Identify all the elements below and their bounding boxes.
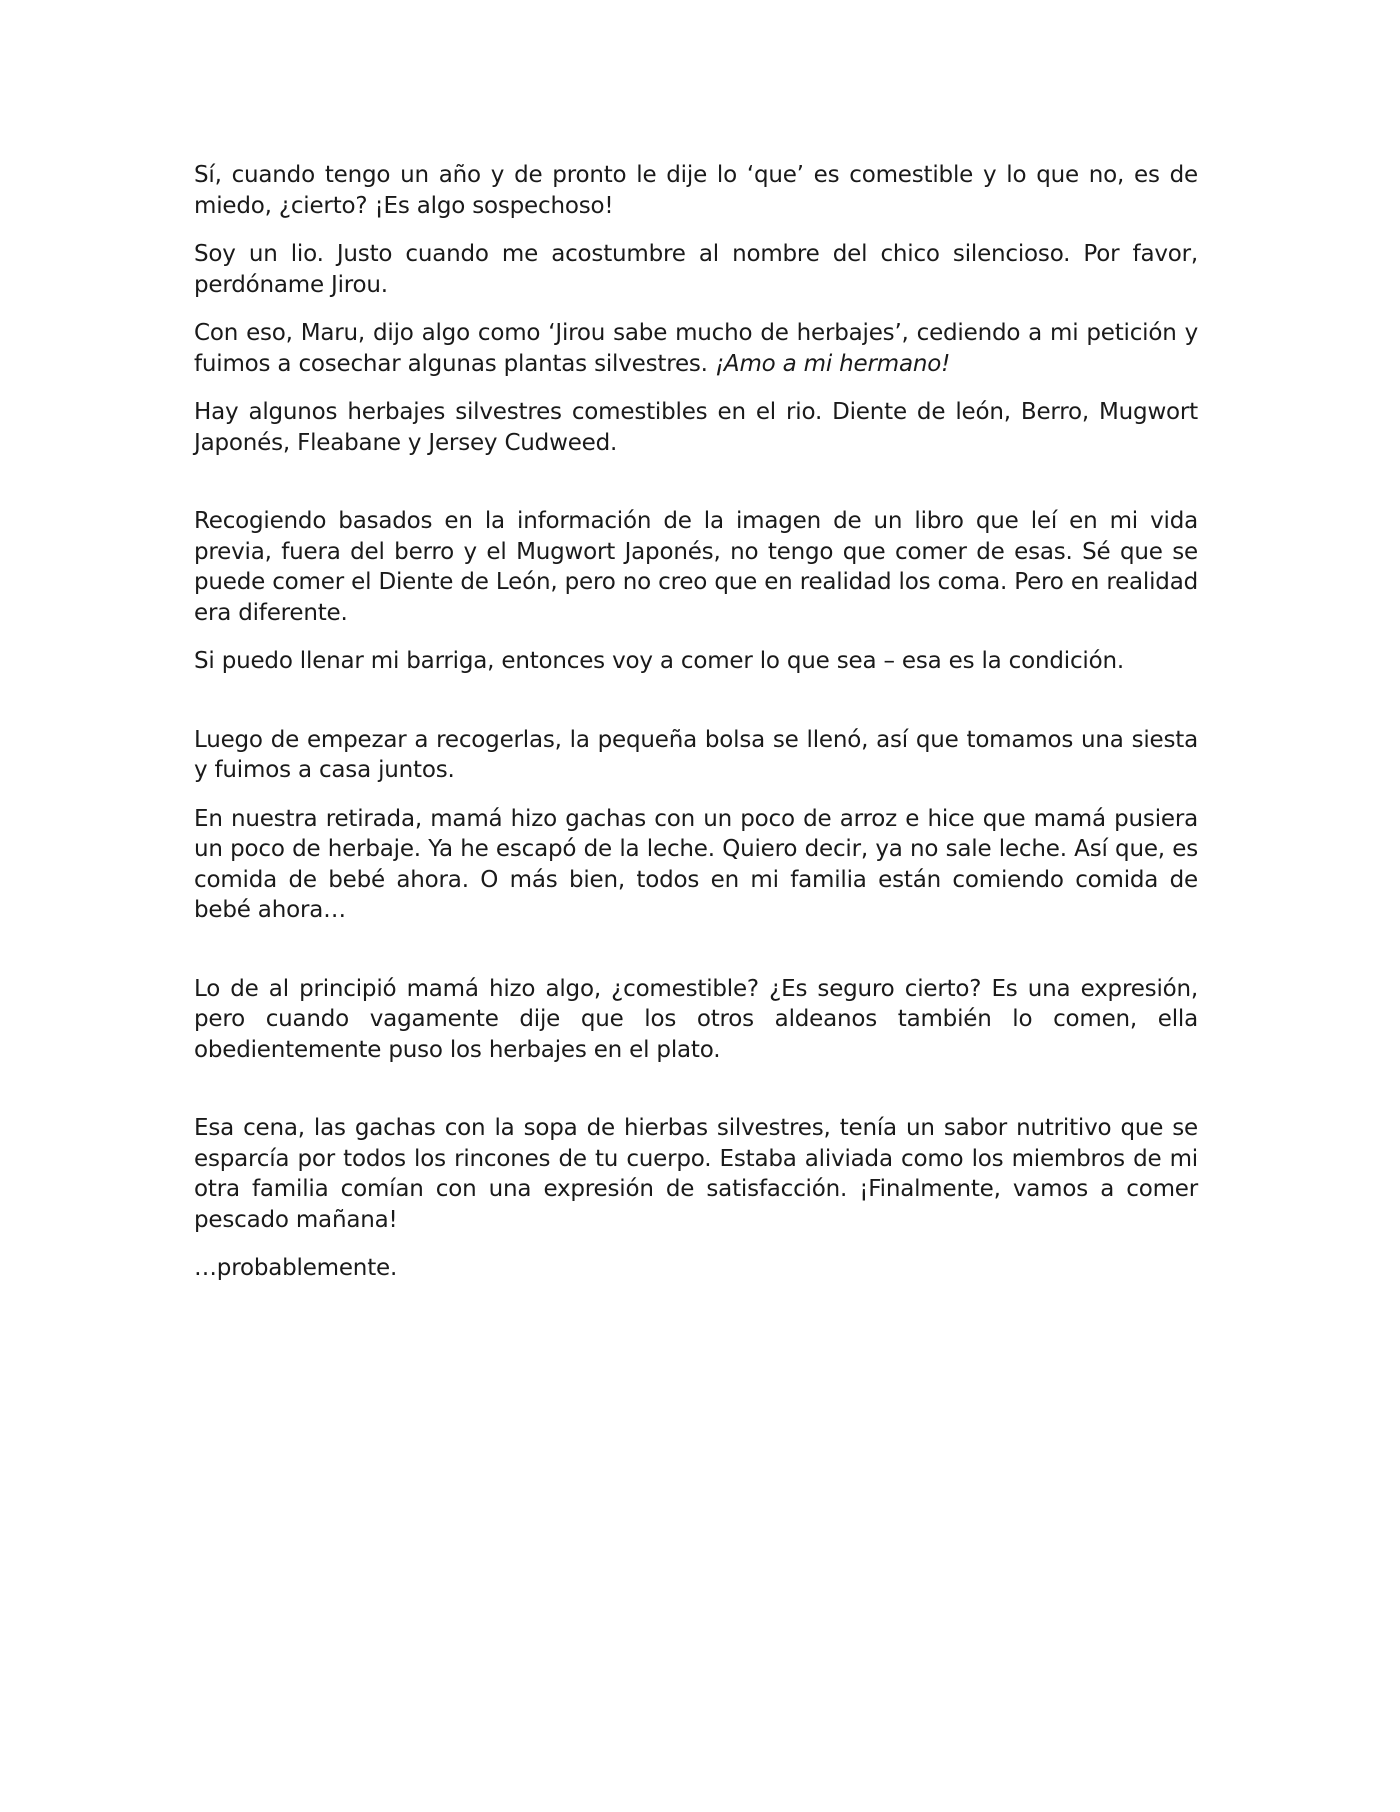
paragraph-11-text: …probablemente. — [194, 1255, 398, 1281]
paragraph-3-emphasis: ¡Amo a mi hermano! — [714, 350, 951, 377]
paragraph-6-text: Si puedo llenar mi barriga, entonces voy a comer lo que sea – esa es la condición. — [194, 648, 1124, 674]
paragraph-5 — [194, 506, 1198, 628]
paragraph-10-text: Esa cena, las gachas con la sopa de hierbas silvestres, tenía un sabor nutritivo que se esparcía por todos los rincones de tu cuerpo. Estaba aliviada como los miembros de mi otra familia comían con una expresión de satisfacción. ¡Finalmente, vamos a comer pescado mañana! — [194, 1115, 1198, 1233]
paragraph-7 — [194, 725, 1198, 786]
paragraph-7-text: Luego de empezar a recogerlas, la pequeña bolsa se llenó, así que tomamos una siesta y fuimos a casa juntos. — [194, 726, 1198, 783]
paragraph-3-text: Con eso, Maru, dijo algo como ‘Jirou sabe mucho de herbajes’, cediendo a mi petición y fuimos a cosechar algunas plantas silvestres. — [194, 320, 1198, 377]
paragraph-3 — [194, 318, 1198, 379]
paragraph-10 — [194, 1113, 1198, 1235]
paragraph-8 — [194, 804, 1198, 926]
paragraph-4 — [194, 397, 1198, 458]
paragraph-11 — [194, 1253, 1198, 1284]
paragraph-5-text: Recogiendo basados en la información de la imagen de un libro que leí en mi vida previa, fuera del berro y el Mugwort Japonés, no tengo que comer de esas. Sé que se puede comer el Diente de León, pero no creo que en realidad los coma. Pero en realidad era diferente. — [194, 508, 1198, 626]
paragraph-1-text: Sí, cuando tengo un año y de pronto le dije lo ‘que’ es comestible y lo que no, es de miedo, ¿cierto? ¡Es algo sospechoso! — [194, 162, 1198, 219]
paragraph-9-text: Lo de al principió mamá hizo algo, ¿comestible? ¿Es seguro cierto? Es una expresión, pero cuando vagamente dije que los otros aldeanos también lo comen, ella obedientemente puso los herbajes en el plato. — [194, 975, 1198, 1063]
paragraph-2 — [194, 239, 1198, 300]
paragraph-1 — [194, 160, 1198, 221]
paragraph-2-text: Soy un lio. Justo cuando me acostumbre al nombre del chico silencioso. Por favor, perdóname Jirou. — [194, 241, 1198, 298]
document-body — [194, 160, 1198, 1302]
paragraph-4-text: Hay algunos herbajes silvestres comestibles en el rio. Diente de león, Berro, Mugwort Japonés, Fleabane y Jersey Cudweed. — [194, 399, 1198, 456]
paragraph-9 — [194, 974, 1198, 1066]
paragraph-6 — [194, 646, 1198, 677]
paragraph-8-text: En nuestra retirada, mamá hizo gachas con un poco de arroz e hice que mamá pusiera un poco de herbaje. Ya he escapó de la leche. Quiero decir, ya no sale leche. Así que, es comida de bebé ahora. O más bien, todos en mi familia están comiendo comida de bebé ahora… — [194, 805, 1198, 923]
